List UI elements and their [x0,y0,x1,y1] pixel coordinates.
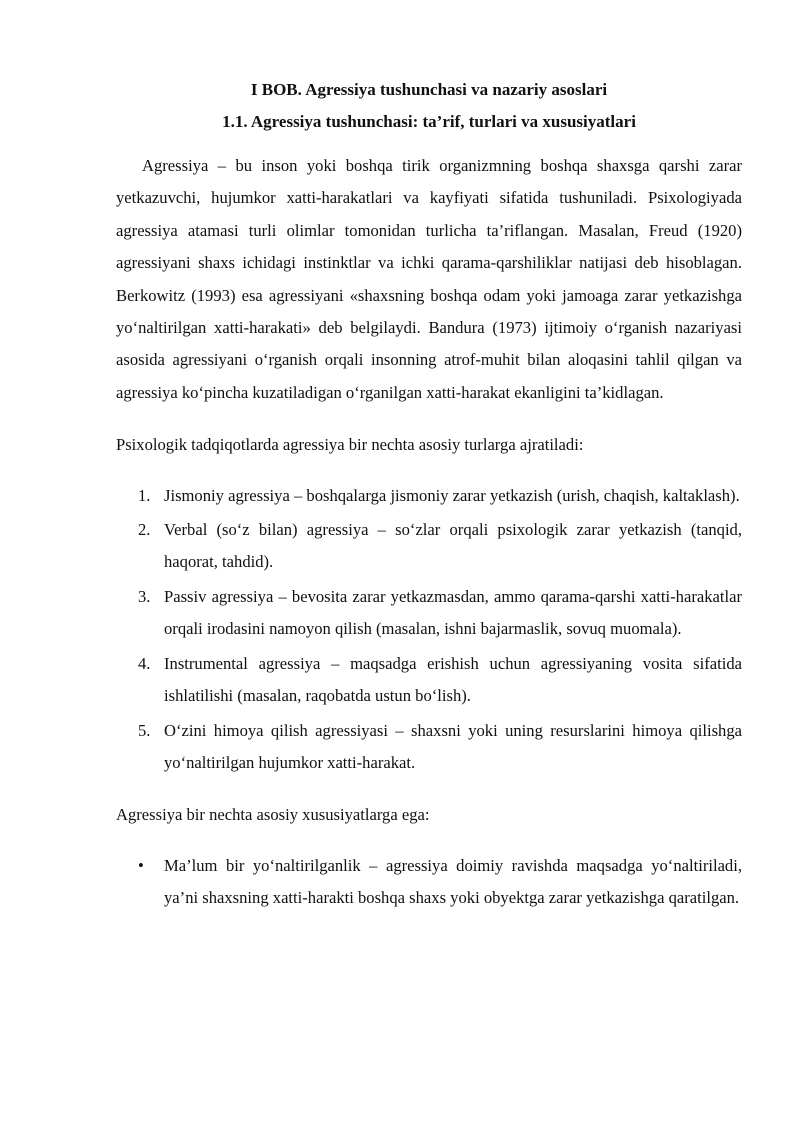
list-item [116,514,742,579]
list-number: 2. [138,520,151,540]
list-item-text: Ma’lum bir yo‘naltirilganlik – agressiya doimiy ravishda maqsadga yo‘naltiriladi, ya’ni shaxsning xatti-harakti boshqa shaxs yoki obyektga zarar yetkazishga qaratilgan. [164,855,742,908]
list-item-text: Jismoniy agressiya – boshqalarga jismoniy zarar yetkazish (urish, chaqish, kaltaklash). [164,485,740,505]
properties-list [116,850,742,915]
list-item [116,850,742,915]
document-page [116,74,742,917]
list-number: 3. [138,586,151,606]
section-title: 1.1. Agressiya tushunchasi: ta’rif, turlari va xususiyatlari [222,112,636,131]
properties-intro: Agressiya bir nechta asosiy xususiyatlarga ega: [116,805,430,825]
list-item-text: Instrumental agressiya – maqsadga erishish uchun agressiyaning vosita sifatida ishlatilishi (masalan, raqobatda ustun bo‘lish). [164,653,742,706]
list-item [116,480,742,512]
list-item-text: Passiv agressiya – bevosita zarar yetkazmasdan, ammo qarama-qarshi xatti-harakatlar orqali irodasini namoyon qilish (masalan, ishni bajarmaslik, sovuq muomala). [164,586,742,639]
list-item [116,581,742,646]
list-item [116,648,742,713]
list-number: 4. [138,653,151,673]
list-item [116,715,742,780]
list-item-text: O‘zini himoya qilish agressiyasi – shaxsni yoki uning resurslarini himoya qilishga yo‘naltirilgan hujumkor xatti-harakat. [164,720,742,772]
list-number: 1. [138,485,151,505]
list-number: 5. [138,720,151,740]
bullet-icon: • [138,855,144,875]
types-intro: Psixologik tadqiqotlarda agressiya bir nechta asosiy turlarga ajratiladi: [116,435,584,455]
types-list [116,480,742,780]
list-item-text: Verbal (so‘z bilan) agressiya – so‘zlar orqali psixologik zarar yetkazish (tanqid, haqorat, tahdid). [164,520,742,572]
intro-paragraph: Agressiya – bu inson yoki boshqa tirik organizmning boshqa shaxsga qarshi zarar yetkazuvchi, hujumkor xatti-harakatlari va kayfiyati sifatida tushuniladi. Psixologiyada agressiya atamasi turli olimlar tomonidan turlicha ta’riflangan. Masalan, Freud (1920) agressiyani shaxs ichidagi instinktlar va ichki qarama-qarshiliklar natijasi deb hisoblagan. Berkowitz (1993) esa agressiyani «shaxsning boshqa odam yoki jamoaga zarar yetkazishga yo‘naltirilgan xatti-harakati» deb belgilaydi. Bandura (1973) ijtimoiy o‘rganish nazariyasi asosida agressiyani o‘rganish orqali insonning atrof-muhit bilan aloqasini tahlil qilgan va agressiya ko‘pincha kuzatiladigan o‘rganilgan xatti-harakat ekanligini ta’kidlagan. [116,156,742,402]
chapter-title: I BOB. Agressiya tushunchasi va nazariy asoslari [250,80,608,99]
